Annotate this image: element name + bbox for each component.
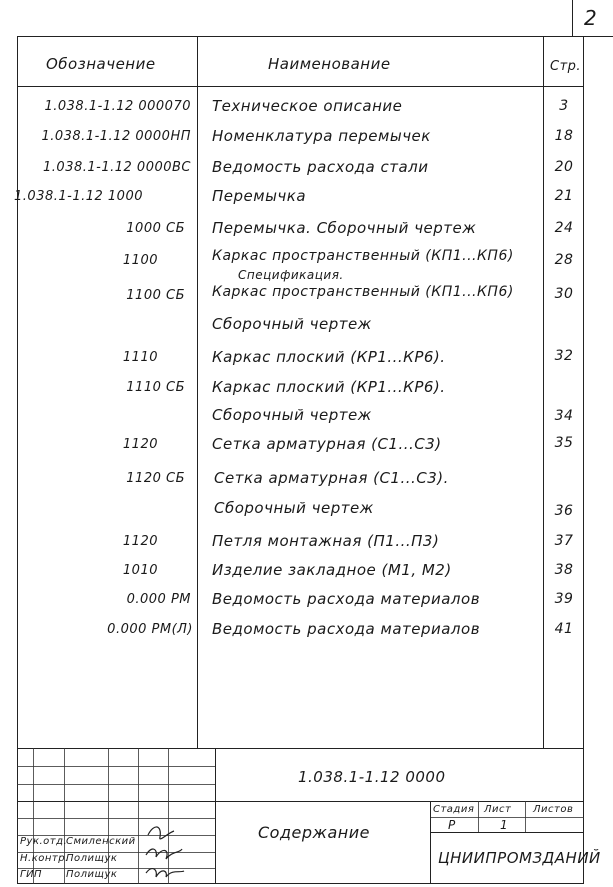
row-name: Сборочный чертеж — [212, 406, 372, 424]
signature-role: ГИП — [20, 869, 43, 880]
row-name: Сетка арматурная (С1...С3) — [212, 435, 442, 453]
stage-label: Стадия — [433, 804, 475, 815]
sheet-value: 1 — [500, 818, 509, 832]
row-page: 38 — [554, 562, 574, 578]
row-name-note: Спецификация. — [238, 268, 344, 282]
row-page: 39 — [554, 591, 574, 607]
row-page: 37 — [554, 533, 574, 549]
row-name: Сборочный чертеж — [212, 315, 372, 333]
row-page: 28 — [554, 252, 574, 268]
row-page: 21 — [554, 188, 574, 204]
row-page: 32 — [554, 348, 574, 364]
row-name: Ведомость расхода материалов — [212, 590, 481, 608]
title-block-col — [478, 801, 479, 832]
signature-role: Рук.отд. — [20, 836, 68, 847]
frame-top — [17, 36, 584, 37]
row-name: Каркас пространственный (КП1...КП6) — [212, 284, 514, 300]
row-name: Перемычка. Сборочный чертеж — [212, 219, 477, 237]
row-page: 20 — [554, 159, 574, 175]
row-code: 1120 — [122, 437, 158, 452]
row-code: 1.038.1-1.12 0000ВС — [43, 160, 191, 175]
row-code: 1120 СБ — [126, 471, 185, 486]
title-block-col — [215, 748, 216, 884]
header-page: Стр. — [550, 59, 582, 74]
row-name: Ведомость расхода стали — [212, 158, 429, 176]
row-code: 1.038.1-1.12 0000НП — [41, 129, 191, 144]
sheets-label: Листов — [533, 804, 574, 815]
sheet-label: Лист — [484, 804, 512, 815]
document-title: Содержание — [258, 823, 370, 842]
frame-bottom — [17, 883, 584, 884]
row-page: 34 — [554, 408, 574, 424]
stage-value: Р — [448, 818, 456, 832]
col-sep-1 — [197, 36, 198, 748]
row-page: 24 — [554, 220, 574, 236]
row-page: 30 — [554, 286, 574, 302]
row-code: 1120 — [122, 534, 158, 549]
row-name: Сетка арматурная (С1...С3). — [214, 469, 449, 487]
row-name: Каркас пространственный (КП1...КП6) — [212, 248, 514, 264]
row-page: 3 — [559, 98, 569, 114]
signature-name: Смиленский — [66, 836, 136, 847]
title-block-rule — [430, 832, 584, 833]
signature-role: Н.контр. — [20, 853, 69, 864]
row-name: Сборочный чертеж — [214, 499, 374, 517]
row-code: 1010 — [122, 563, 158, 578]
organization: ЦНИИПРОМЗДАНИЙ — [438, 849, 601, 867]
row-code: 0.000 РМ(Л) — [107, 622, 193, 637]
title-block-rule — [17, 766, 215, 767]
row-code: 1100 — [122, 253, 158, 268]
row-name: Каркас плоский (КР1...КР6). — [212, 378, 446, 396]
title-block-col — [430, 801, 431, 884]
row-page: 41 — [554, 621, 574, 637]
header-underline — [17, 86, 584, 87]
title-block-top — [17, 748, 584, 749]
row-name: Изделие закладное (М1, М2) — [212, 561, 452, 579]
title-block-rule — [17, 784, 215, 785]
row-code: 1110 — [122, 350, 158, 365]
row-code: 1100 СБ — [126, 288, 185, 303]
row-code: 0.000 РМ — [126, 592, 191, 607]
frame-left — [17, 36, 18, 884]
row-page: 36 — [554, 503, 574, 519]
row-name: Перемычка — [212, 187, 307, 205]
row-name: Петля монтажная (П1...П3) — [212, 532, 440, 550]
handwritten-signatures — [140, 815, 190, 883]
row-code: 1110 СБ — [126, 380, 185, 395]
signature-name: Полищук — [66, 853, 118, 864]
signature-name: Полищук — [66, 869, 118, 880]
row-code: 1.038.1-1.12 1000 — [14, 189, 143, 204]
row-name: Каркас плоский (КР1...КР6). — [212, 348, 446, 366]
row-page: 18 — [554, 128, 574, 144]
row-name: Номенклатура перемычек — [212, 127, 431, 145]
document-code: 1.038.1-1.12 0000 — [298, 768, 446, 786]
title-block-rule — [17, 801, 584, 802]
row-name: Техническое описание — [212, 97, 403, 115]
row-code: 1000 СБ — [126, 221, 185, 236]
sheet-number: 2 — [584, 6, 598, 30]
row-name: Ведомость расхода материалов — [212, 620, 481, 638]
header-designation: Обозначение — [46, 55, 156, 73]
title-block-col — [525, 801, 526, 832]
header-name: Наименование — [268, 55, 391, 73]
sheet-number-box-left — [572, 0, 573, 36]
row-page: 35 — [554, 435, 574, 451]
row-code: 1.038.1-1.12 000070 — [44, 99, 191, 114]
